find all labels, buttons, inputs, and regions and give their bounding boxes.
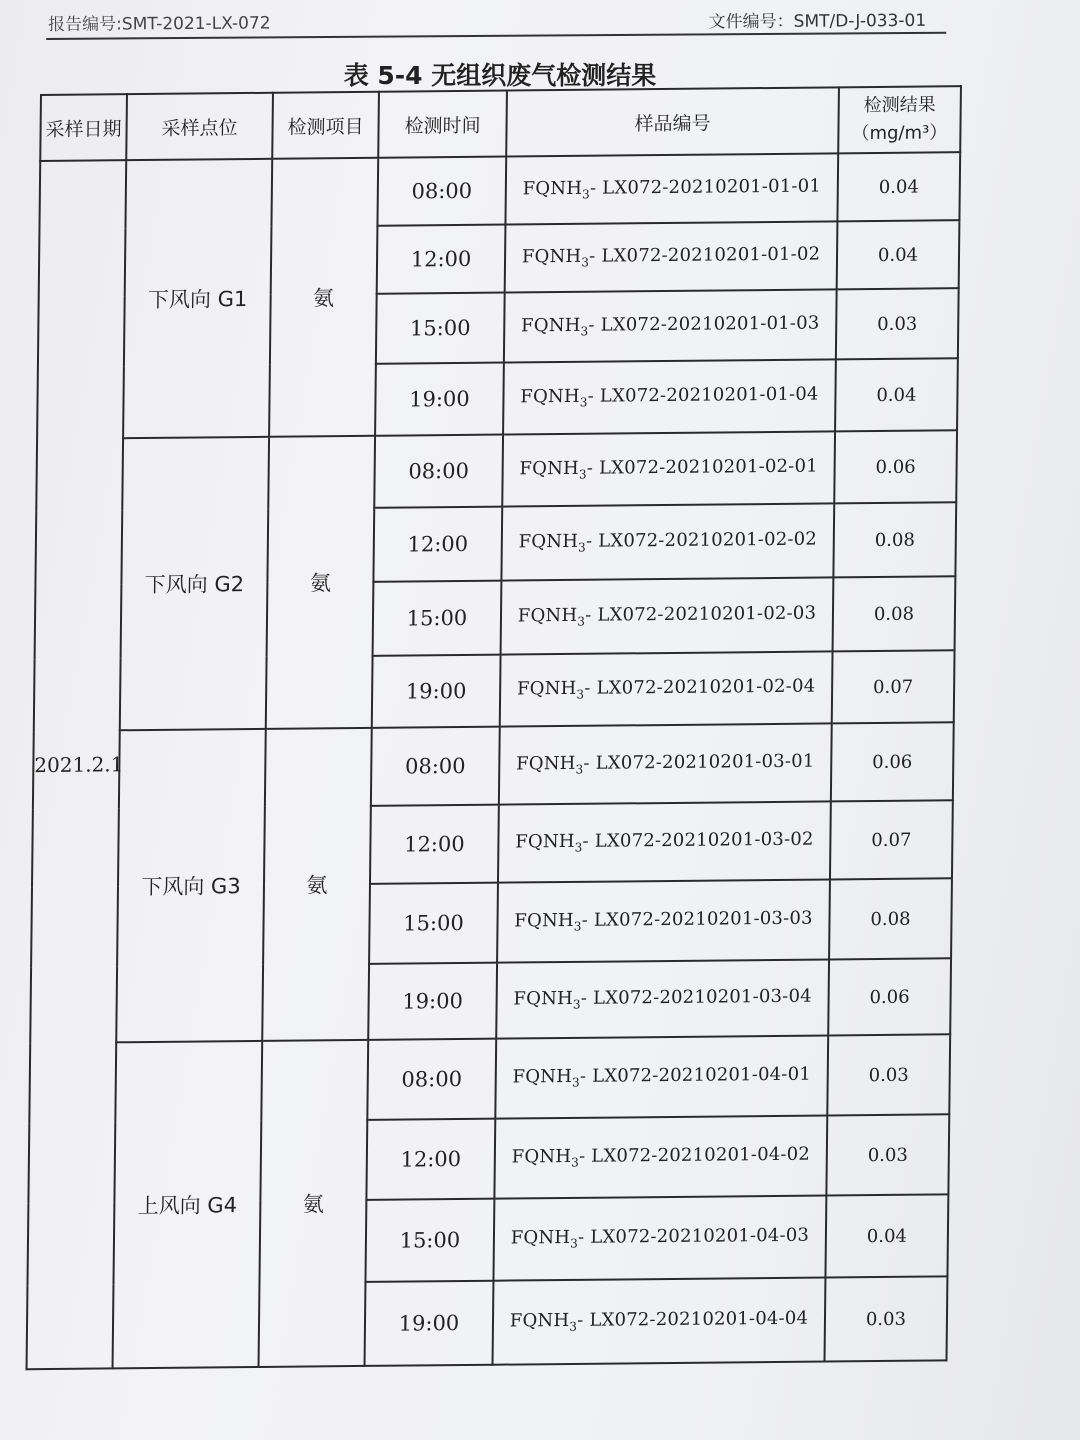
result-value-cell: 0.04 — [835, 358, 958, 431]
col-header-result-unit: （mg/m³） — [851, 122, 948, 145]
subscript-three: 3 — [581, 255, 590, 270]
sample-id-suffix: - LX072-20210201-02-01 — [586, 455, 818, 479]
test-time-cell: 08:00 — [367, 1039, 496, 1120]
sample-id-cell — [493, 1278, 826, 1365]
table-title: 表 5-4 无组织废气检测结果 — [343, 61, 657, 90]
col-header-item: 检测项目 — [272, 92, 379, 159]
sampling-site-cell: 下风向 G1 — [123, 159, 272, 438]
sample-id-suffix: - LX072-20210201-02-03 — [585, 602, 817, 626]
sample-id-prefix: FQNH — [512, 1066, 573, 1088]
subscript-three: 3 — [572, 997, 581, 1012]
test-item-cell: 氨 — [259, 1040, 369, 1367]
col-header-result — [838, 86, 961, 153]
subscript-three: 3 — [570, 1236, 579, 1251]
sample-id-prefix: FQNH — [511, 1146, 572, 1168]
sample-id-cell — [500, 651, 833, 726]
result-value-cell: 0.08 — [833, 576, 956, 651]
file-number: 文件编号：SMT/D-J-033-01 — [708, 10, 927, 33]
sample-id-cell — [494, 1115, 827, 1198]
sample-id-cell — [501, 503, 834, 580]
test-time-cell: 12:00 — [366, 1119, 495, 1200]
results-table-wrapper — [26, 85, 960, 1370]
result-value-cell: 0.03 — [826, 1114, 949, 1195]
test-item-cell: 氨 — [262, 728, 372, 1041]
table-row — [36, 430, 957, 511]
sample-id-prefix: FQNH — [517, 605, 578, 627]
sample-id-suffix: - LX072-20210201-03-03 — [581, 907, 813, 932]
result-value-cell: 0.04 — [837, 220, 960, 289]
sample-id-suffix: - LX072-20210201-02-04 — [584, 675, 816, 700]
sample-id-cell — [495, 1035, 828, 1118]
subscript-three: 3 — [569, 1319, 578, 1334]
test-time-cell: 12:00 — [370, 805, 499, 884]
sampling-site-cell: 下风向 G2 — [120, 437, 269, 730]
sample-id-prefix: FQNH — [509, 1310, 570, 1332]
sample-id-cell — [505, 221, 838, 292]
sample-id-cell — [499, 723, 832, 804]
result-value-cell: 0.08 — [833, 502, 956, 577]
test-time-cell: 12:00 — [373, 507, 502, 582]
subscript-three: 3 — [576, 687, 585, 702]
sample-id-suffix: - LX072-20210201-01-04 — [587, 383, 819, 407]
result-value-cell: 0.04 — [825, 1194, 948, 1277]
subscript-three: 3 — [580, 324, 589, 339]
sample-id-suffix: - LX072-20210201-03-02 — [582, 828, 814, 853]
test-time-cell: 12:00 — [377, 225, 506, 294]
table-body — [27, 152, 961, 1369]
test-time-cell: 15:00 — [373, 581, 502, 656]
sample-id-suffix: - LX072-20210201-03-04 — [580, 985, 812, 1010]
sample-id-cell — [501, 577, 834, 654]
sample-id-prefix: FQNH — [510, 1227, 571, 1249]
test-time-cell: 19:00 — [365, 1281, 494, 1366]
sample-id-suffix: - LX072-20210201-04-03 — [577, 1224, 810, 1249]
sample-id-suffix: - LX072-20210201-04-01 — [579, 1063, 812, 1088]
col-header-time: 检测时间 — [378, 91, 507, 158]
sample-id-prefix: FQNH — [519, 458, 580, 480]
result-value-cell: 0.06 — [831, 722, 954, 801]
sampling-site-cell: 下风向 G3 — [116, 729, 266, 1042]
test-time-cell: 15:00 — [369, 883, 498, 964]
col-header-sample: 样品编号 — [506, 87, 839, 156]
subscript-three: 3 — [571, 1075, 580, 1090]
test-item-cell: 氨 — [266, 436, 375, 729]
result-value-cell: 0.04 — [837, 152, 960, 221]
test-time-cell: 19:00 — [372, 655, 501, 728]
sampling-site-cell: 上风向 G4 — [113, 1041, 263, 1368]
sample-id-suffix: - LX072-20210201-01-03 — [588, 312, 820, 336]
sample-id-cell — [497, 879, 830, 962]
table-row — [33, 722, 954, 809]
sample-id-prefix: FQNH — [520, 386, 580, 408]
sample-id-prefix: FQNH — [522, 178, 583, 200]
sample-id-suffix: - LX072-20210201-04-02 — [578, 1143, 811, 1168]
sample-id-prefix: FQNH — [521, 246, 582, 268]
subscript-three: 3 — [582, 187, 591, 202]
sample-id-suffix: - LX072-20210201-01-01 — [589, 175, 822, 199]
result-value-cell: 0.03 — [824, 1276, 947, 1361]
test-time-cell: 08:00 — [374, 435, 503, 508]
test-time-cell: 19:00 — [368, 963, 497, 1040]
sample-id-suffix: - LX072-20210201-02-02 — [585, 528, 818, 552]
sample-id-prefix: FQNH — [513, 988, 574, 1010]
result-value-cell: 0.06 — [834, 430, 957, 503]
sample-id-suffix: - LX072-20210201-03-01 — [583, 750, 815, 775]
sample-id-cell — [502, 431, 835, 506]
result-value-cell: 0.08 — [829, 878, 952, 959]
sample-id-cell — [503, 359, 836, 434]
sampling-date-cell: 2021.2.1 — [27, 160, 127, 1369]
results-table — [26, 85, 962, 1370]
sample-id-suffix: - LX072-20210201-01-02 — [589, 243, 821, 267]
table-row — [39, 152, 960, 229]
test-time-cell: 19:00 — [375, 363, 504, 436]
sample-id-prefix: FQNH — [521, 315, 581, 337]
subscript-three: 3 — [574, 840, 583, 855]
subscript-three: 3 — [578, 467, 587, 482]
sample-id-cell — [496, 959, 829, 1038]
sample-id-prefix: FQNH — [515, 831, 575, 853]
subscript-three: 3 — [573, 919, 582, 934]
result-value-cell: 0.06 — [828, 958, 951, 1035]
subscript-three: 3 — [579, 395, 588, 410]
test-item-cell: 氨 — [269, 158, 378, 437]
col-header-result-label: 检测结果 — [863, 94, 936, 117]
subscript-three: 3 — [577, 614, 586, 629]
sample-id-cell — [498, 801, 831, 882]
test-time-cell: 15:00 — [365, 1199, 494, 1282]
test-time-cell: 15:00 — [376, 293, 505, 364]
col-header-date: 采样日期 — [40, 94, 127, 161]
sample-id-cell — [504, 289, 837, 362]
col-header-site: 采样点位 — [126, 93, 273, 160]
sample-id-prefix: FQNH — [516, 678, 577, 700]
sample-id-cell — [505, 153, 838, 224]
table-header-row — [40, 86, 961, 161]
report-number: 报告编号:SMT-2021-LX-072 — [48, 13, 271, 35]
subscript-three: 3 — [571, 1155, 580, 1170]
sample-id-prefix: FQNH — [514, 910, 574, 932]
subscript-three: 3 — [575, 762, 584, 777]
result-value-cell: 0.07 — [830, 800, 953, 879]
test-time-cell: 08:00 — [377, 157, 506, 226]
result-value-cell: 0.03 — [827, 1034, 950, 1115]
sample-id-suffix: - LX072-20210201-04-04 — [577, 1307, 809, 1332]
test-time-cell: 08:00 — [371, 727, 500, 806]
page-header — [46, 0, 946, 40]
result-value-cell: 0.07 — [832, 650, 955, 723]
table-row — [29, 1034, 950, 1123]
sample-id-prefix: FQNH — [516, 753, 576, 775]
sample-id-cell — [493, 1196, 826, 1281]
subscript-three: 3 — [578, 540, 587, 555]
sample-id-prefix: FQNH — [518, 531, 579, 553]
result-value-cell: 0.03 — [836, 288, 959, 359]
